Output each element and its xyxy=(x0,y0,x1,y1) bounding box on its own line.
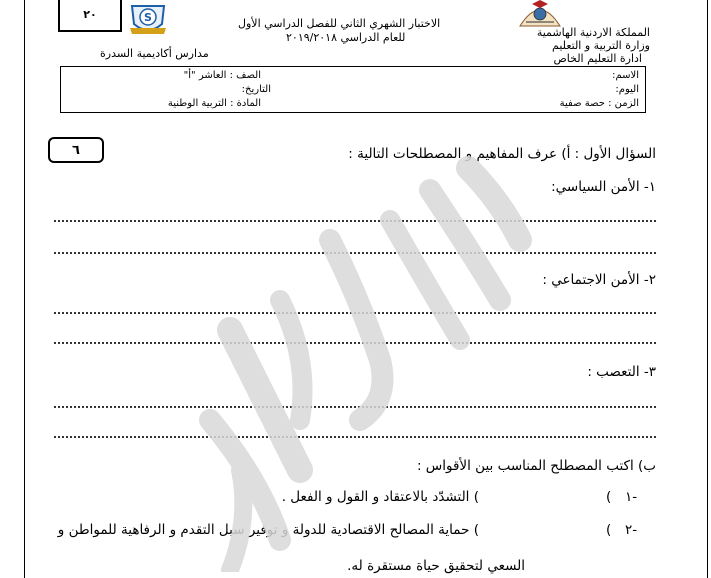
department-name: ادارة التعليم الخاص xyxy=(553,52,642,65)
item-two-number: ٢- xyxy=(625,522,638,538)
term-fanaticism: ٣- التعصب : xyxy=(587,364,656,380)
kingdom-name: المملكة الاردنية الهاشمية xyxy=(536,26,650,39)
score-value: ٢٠ xyxy=(83,7,97,21)
item-one-statement: ) التشدّد بالاعتقاد و القول و الفعل . xyxy=(281,489,479,505)
school-name: مدارس أكاديمية السدرة xyxy=(100,47,209,60)
item-two-paren: ( xyxy=(606,522,612,538)
name-label: الاسم: xyxy=(612,70,639,81)
answer-line[interactable] xyxy=(54,220,656,222)
answer-line[interactable] xyxy=(54,312,656,314)
term-political-security: ١- الأمن السياسي: xyxy=(551,179,656,195)
question-mark-value: ٦ xyxy=(72,142,80,158)
term-social-security: ٢- الأمن الاجتماعي : xyxy=(542,272,656,288)
answer-line[interactable] xyxy=(54,436,656,438)
student-info-box xyxy=(60,66,646,113)
date-label: التاريخ: xyxy=(241,84,271,95)
exam-title: الاختبار الشهري الثاني للفصل الدراسي الأول xyxy=(238,17,441,30)
academic-year: للعام الدراسي ٢٠١٩/٢٠١٨ xyxy=(286,31,406,44)
school-logo-icon xyxy=(126,2,170,38)
day-label: اليوم: xyxy=(615,84,639,95)
item-two-continuation: السعي لتحقيق حياة مستقرة له. xyxy=(347,558,525,574)
grade-label: الصف : العاشر "أ" xyxy=(183,70,261,81)
question-one-title: السؤال الأول : أ) عرف المفاهيم و المصطلحات التالية : xyxy=(348,146,656,162)
part-b-title: ب) اكتب المصطلح المناسب بين الأقواس : xyxy=(416,458,656,474)
ministry-name: وزارة التربية و التعليم xyxy=(552,39,650,52)
answer-line[interactable] xyxy=(54,406,656,408)
score-box xyxy=(58,0,122,32)
item-two-statement: ) حماية المصالح الاقتصادية للدولة و توفير سبل التقدم و الرفاهية للمواطن و xyxy=(57,522,479,538)
svg-text:S: S xyxy=(144,11,152,24)
question-mark-box xyxy=(48,137,104,163)
answer-line[interactable] xyxy=(54,252,656,254)
subject-label: المادة : التربية الوطنية xyxy=(167,98,261,109)
item-one-paren: ( xyxy=(606,489,612,505)
time-label: الزمن : حصة صفية xyxy=(559,98,639,109)
jordan-emblem-icon xyxy=(512,0,568,28)
answer-line[interactable] xyxy=(54,342,656,344)
item-one-number: ١- xyxy=(625,489,638,505)
